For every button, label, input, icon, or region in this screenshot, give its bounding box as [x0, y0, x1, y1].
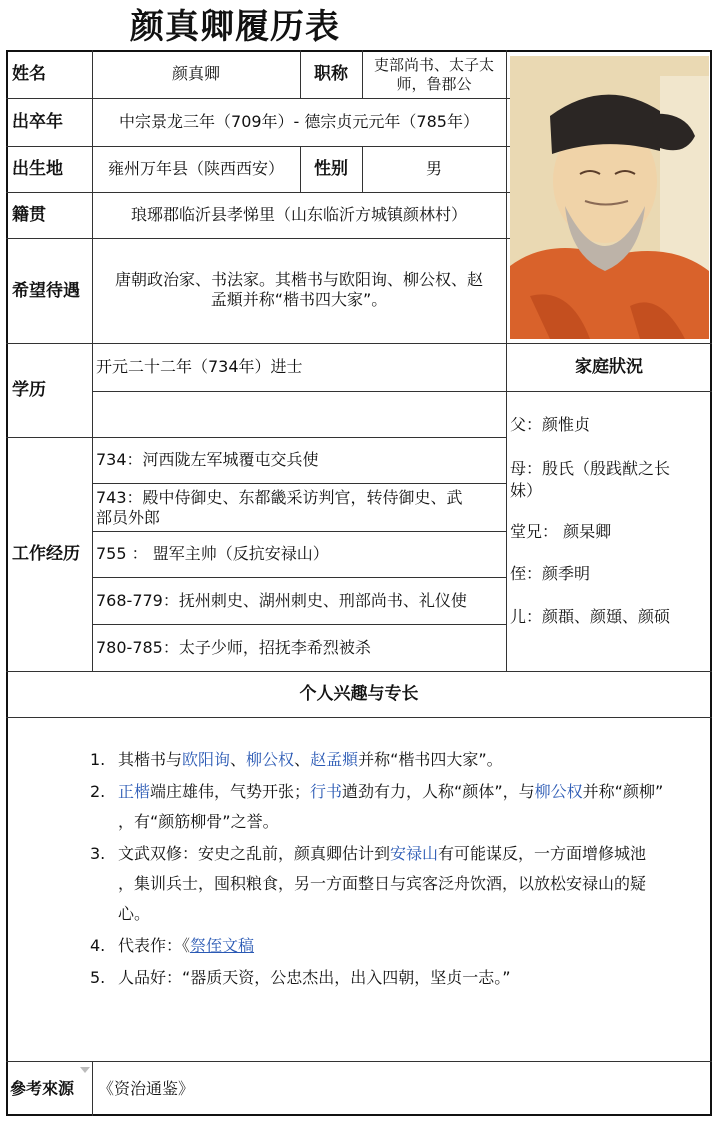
- item-text: 并称“颜柳”: [582, 782, 664, 801]
- label-ancestral: 籍贯: [12, 205, 46, 225]
- item-text: 有可能谋反，一方面增修城池: [438, 844, 647, 863]
- link-liu-gongquan[interactable]: 柳公权: [246, 750, 295, 769]
- family-header: 家庭狀況: [575, 357, 643, 377]
- list-item: [90, 963, 702, 993]
- row-divider: [506, 391, 712, 392]
- work-entry: 734：河西陇左军城覆屯交兵使: [96, 450, 319, 469]
- work-entry: 780-785：太子少师，招抚李希烈被杀: [96, 637, 371, 657]
- item-text: 并称“楷书四大家”。: [358, 750, 503, 769]
- item-text: 人品好：“器质天资，公忠杰出，出入四朝，坚贞一志。”: [118, 968, 511, 987]
- page-title: 颜真卿履历表: [130, 7, 340, 47]
- family-mother: [510, 458, 706, 502]
- link-zhengkai[interactable]: 正楷: [118, 782, 151, 801]
- official-title-line: 吏部尚书、太子太: [373, 56, 494, 74]
- label-expectation: 希望待遇: [12, 280, 80, 301]
- list-number: 3.: [90, 844, 106, 863]
- label-official-title: 职称: [314, 64, 348, 84]
- item-text: ，有“颜筋柳骨”之誉。: [118, 812, 279, 831]
- list-item: [90, 839, 702, 929]
- label-reference: 參考來源: [10, 1078, 75, 1098]
- item-text: 遒劲有力，人称“颜体”，与: [342, 782, 535, 801]
- family-nephew: 侄：颜季明: [510, 564, 591, 583]
- link-zhao-mengfu[interactable]: 赵孟頫: [310, 750, 359, 769]
- row-divider: [6, 717, 712, 718]
- col-divider: [92, 1061, 93, 1116]
- value-education: 开元二十二年（734年）进士: [96, 357, 303, 376]
- link-xingshu[interactable]: 行书: [310, 782, 343, 801]
- value-reference: 《资治通鉴》: [98, 1078, 195, 1098]
- item-text: 心。: [118, 904, 151, 923]
- item-text: 代表作：《: [118, 936, 191, 955]
- link-jizhi-wengao[interactable]: 祭侄文稿: [190, 936, 255, 955]
- list-item: [90, 745, 702, 775]
- link-an-lushan[interactable]: 安禄山: [390, 844, 439, 863]
- label-gender: 性别: [314, 159, 348, 179]
- portrait-image: [510, 56, 709, 339]
- value-ancestral: 琅琊郡临沂县孝悌里（山东临沂方城镇颜林村）: [130, 205, 467, 224]
- family-cousin: 堂兄： 颜杲卿: [510, 522, 612, 541]
- label-dates: 出卒年: [12, 112, 63, 132]
- row-divider: [92, 391, 506, 392]
- family-mother-line: 妹）: [510, 481, 543, 500]
- value-official-title: [362, 52, 506, 98]
- official-title-line: 师，鲁郡公: [396, 75, 472, 93]
- expectation-line: 孟頫并称“楷书四大家”。: [210, 290, 388, 309]
- item-text: ，集训兵士，囤积粮食，另一方面整日与宾客泛舟饮酒，以放松安禄山的疑: [118, 874, 647, 893]
- list-number: 2.: [90, 782, 106, 801]
- value-expectation: [92, 262, 506, 318]
- link-ouyang-xun[interactable]: 欧阳询: [182, 750, 231, 769]
- item-text: 、: [230, 750, 247, 769]
- work-entry-line: 743：殿中侍御史、东都畿采访判官，转侍御史、武: [96, 488, 463, 507]
- value-dates: 中宗景龙三年（709年）- 德宗贞元元年（785年）: [119, 112, 479, 131]
- family-father: 父：颜惟贞: [510, 415, 591, 434]
- item-text: 、: [294, 750, 311, 769]
- work-entry-line: 部员外郎: [96, 508, 161, 527]
- list-item: [90, 931, 702, 961]
- list-number: 5.: [90, 968, 106, 987]
- family-mother-line: 母：殷氏（殷践猷之长: [510, 459, 671, 478]
- interests-list: [90, 745, 702, 995]
- item-text: 其楷书与: [118, 750, 183, 769]
- work-entry: 768-779：抚州刺史、湖州刺史、刑部尚书、礼仪使: [96, 590, 467, 610]
- item-text: 文武双修：安史之乱前，颜真卿估计到: [118, 844, 391, 863]
- expectation-line: 唐朝政治家、书法家。其楷书与欧阳询、柳公权、赵: [114, 270, 483, 289]
- label-name: 姓名: [12, 64, 46, 84]
- list-number: 1.: [90, 750, 106, 769]
- work-entry: 755 ： 盟军主帅（反抗安禄山）: [96, 544, 329, 563]
- label-education: 学历: [12, 380, 46, 400]
- label-work: 工作经历: [12, 544, 80, 564]
- dropdown-indicator-icon: [80, 1067, 90, 1073]
- row-divider: [92, 483, 506, 484]
- portrait-illustration: [510, 56, 709, 339]
- list-item: [90, 777, 702, 837]
- work-entry: [92, 485, 506, 531]
- interests-header: 个人兴趣与专长: [299, 684, 419, 704]
- list-number: 4.: [90, 936, 106, 955]
- family-sons: 儿：颜頵、颜頲、颜硕: [510, 607, 671, 626]
- value-name: 颜真卿: [171, 64, 220, 83]
- label-birthplace: 出生地: [12, 159, 63, 179]
- value-gender: 男: [425, 159, 442, 178]
- item-text: 端庄雄伟，气势开张；: [150, 782, 311, 801]
- link-liu-gongquan[interactable]: 柳公权: [534, 782, 583, 801]
- value-birthplace: 雍州万年县（陕西西安）: [107, 159, 284, 178]
